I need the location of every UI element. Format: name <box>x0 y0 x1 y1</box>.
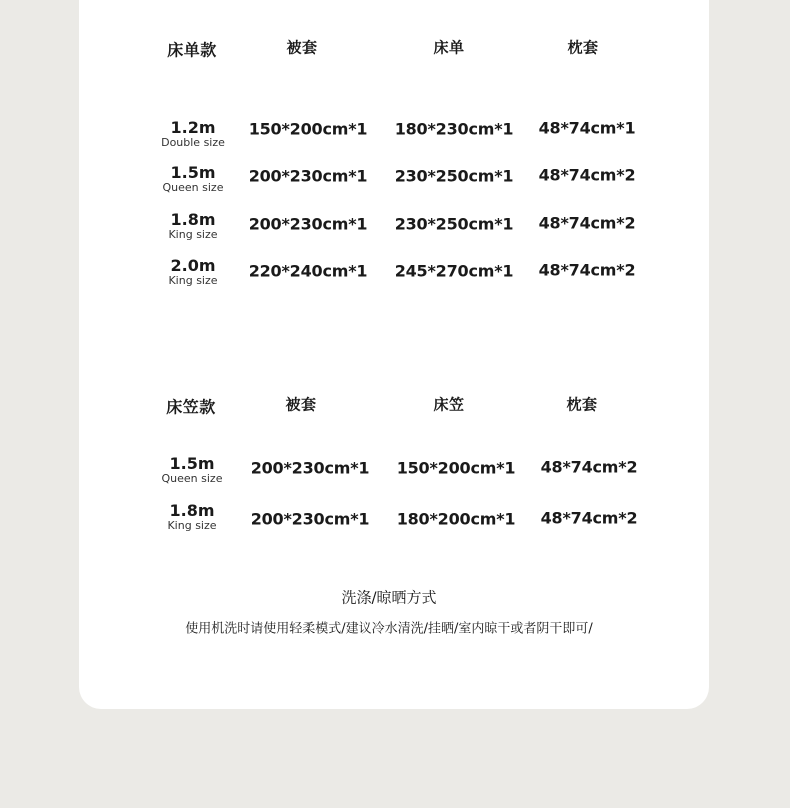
pillowcase-dimension: 48*74cm*1 <box>538 118 636 138</box>
care-instructions: 使用机洗时请使用轻柔模式/建议冷水清洗/挂晒/室内晾干或者阴干即可/ <box>185 621 593 637</box>
size-value: 1.5m <box>169 454 215 473</box>
size-value: 1.8m <box>169 501 215 520</box>
pillowcase-header: 枕套 <box>567 38 599 57</box>
pillowcase-dimension: 48*74cm*2 <box>538 165 636 185</box>
bed-sheet-dimension: 245*270cm*1 <box>394 261 514 281</box>
size-cell <box>167 502 216 532</box>
duvet-cover-dimension: 220*240cm*1 <box>248 261 368 281</box>
duvet-cover-dimension: 200*230cm*1 <box>250 509 370 529</box>
duvet-cover-header: 被套 <box>285 395 317 414</box>
fitted-sheet-header: 床笠 <box>433 395 465 414</box>
fitted-sheet-dimension: 180*200cm*1 <box>396 509 516 529</box>
pillowcase-dimension: 48*74cm*2 <box>538 213 636 233</box>
size-value: 1.2m <box>170 118 216 137</box>
size-cell <box>162 455 223 485</box>
duvet-cover-header: 被套 <box>286 38 318 57</box>
size-label: Queen size <box>162 181 224 194</box>
size-value: 2.0m <box>170 256 216 275</box>
bed-sheet-header: 床单 <box>433 38 465 57</box>
size-label: Queen size <box>161 472 223 485</box>
size-label: King size <box>168 274 218 287</box>
size-value: 1.5m <box>170 163 216 182</box>
care-title: 洗涤/晾晒方式 <box>341 588 437 607</box>
duvet-cover-dimension: 200*230cm*1 <box>248 166 368 186</box>
size-label: King size <box>168 228 218 241</box>
pillowcase-dimension: 48*74cm*2 <box>540 508 638 528</box>
pillowcase-dimension: 48*74cm*2 <box>538 260 636 280</box>
duvet-cover-dimension: 200*230cm*1 <box>250 458 370 478</box>
bed-sheet-dimension: 180*230cm*1 <box>394 119 514 139</box>
size-label: King size <box>167 519 217 532</box>
size-cell <box>161 119 225 149</box>
pillowcase-header: 枕套 <box>566 395 598 414</box>
pillowcase-dimension: 48*74cm*2 <box>540 457 638 477</box>
size-cell <box>168 211 217 241</box>
fitted-sheet-dimension: 150*200cm*1 <box>396 458 516 478</box>
fitted-style-header: 床笠款 <box>166 397 216 417</box>
bed-sheet-dimension: 230*250cm*1 <box>394 166 514 186</box>
size-cell <box>163 164 224 194</box>
size-cell <box>168 257 217 287</box>
size-value: 1.8m <box>170 210 216 229</box>
duvet-cover-dimension: 200*230cm*1 <box>248 214 368 234</box>
size-label: Double size <box>161 136 225 149</box>
sheet-style-header: 床单款 <box>167 40 217 60</box>
bed-sheet-dimension: 230*250cm*1 <box>394 214 514 234</box>
duvet-cover-dimension: 150*200cm*1 <box>248 119 368 139</box>
